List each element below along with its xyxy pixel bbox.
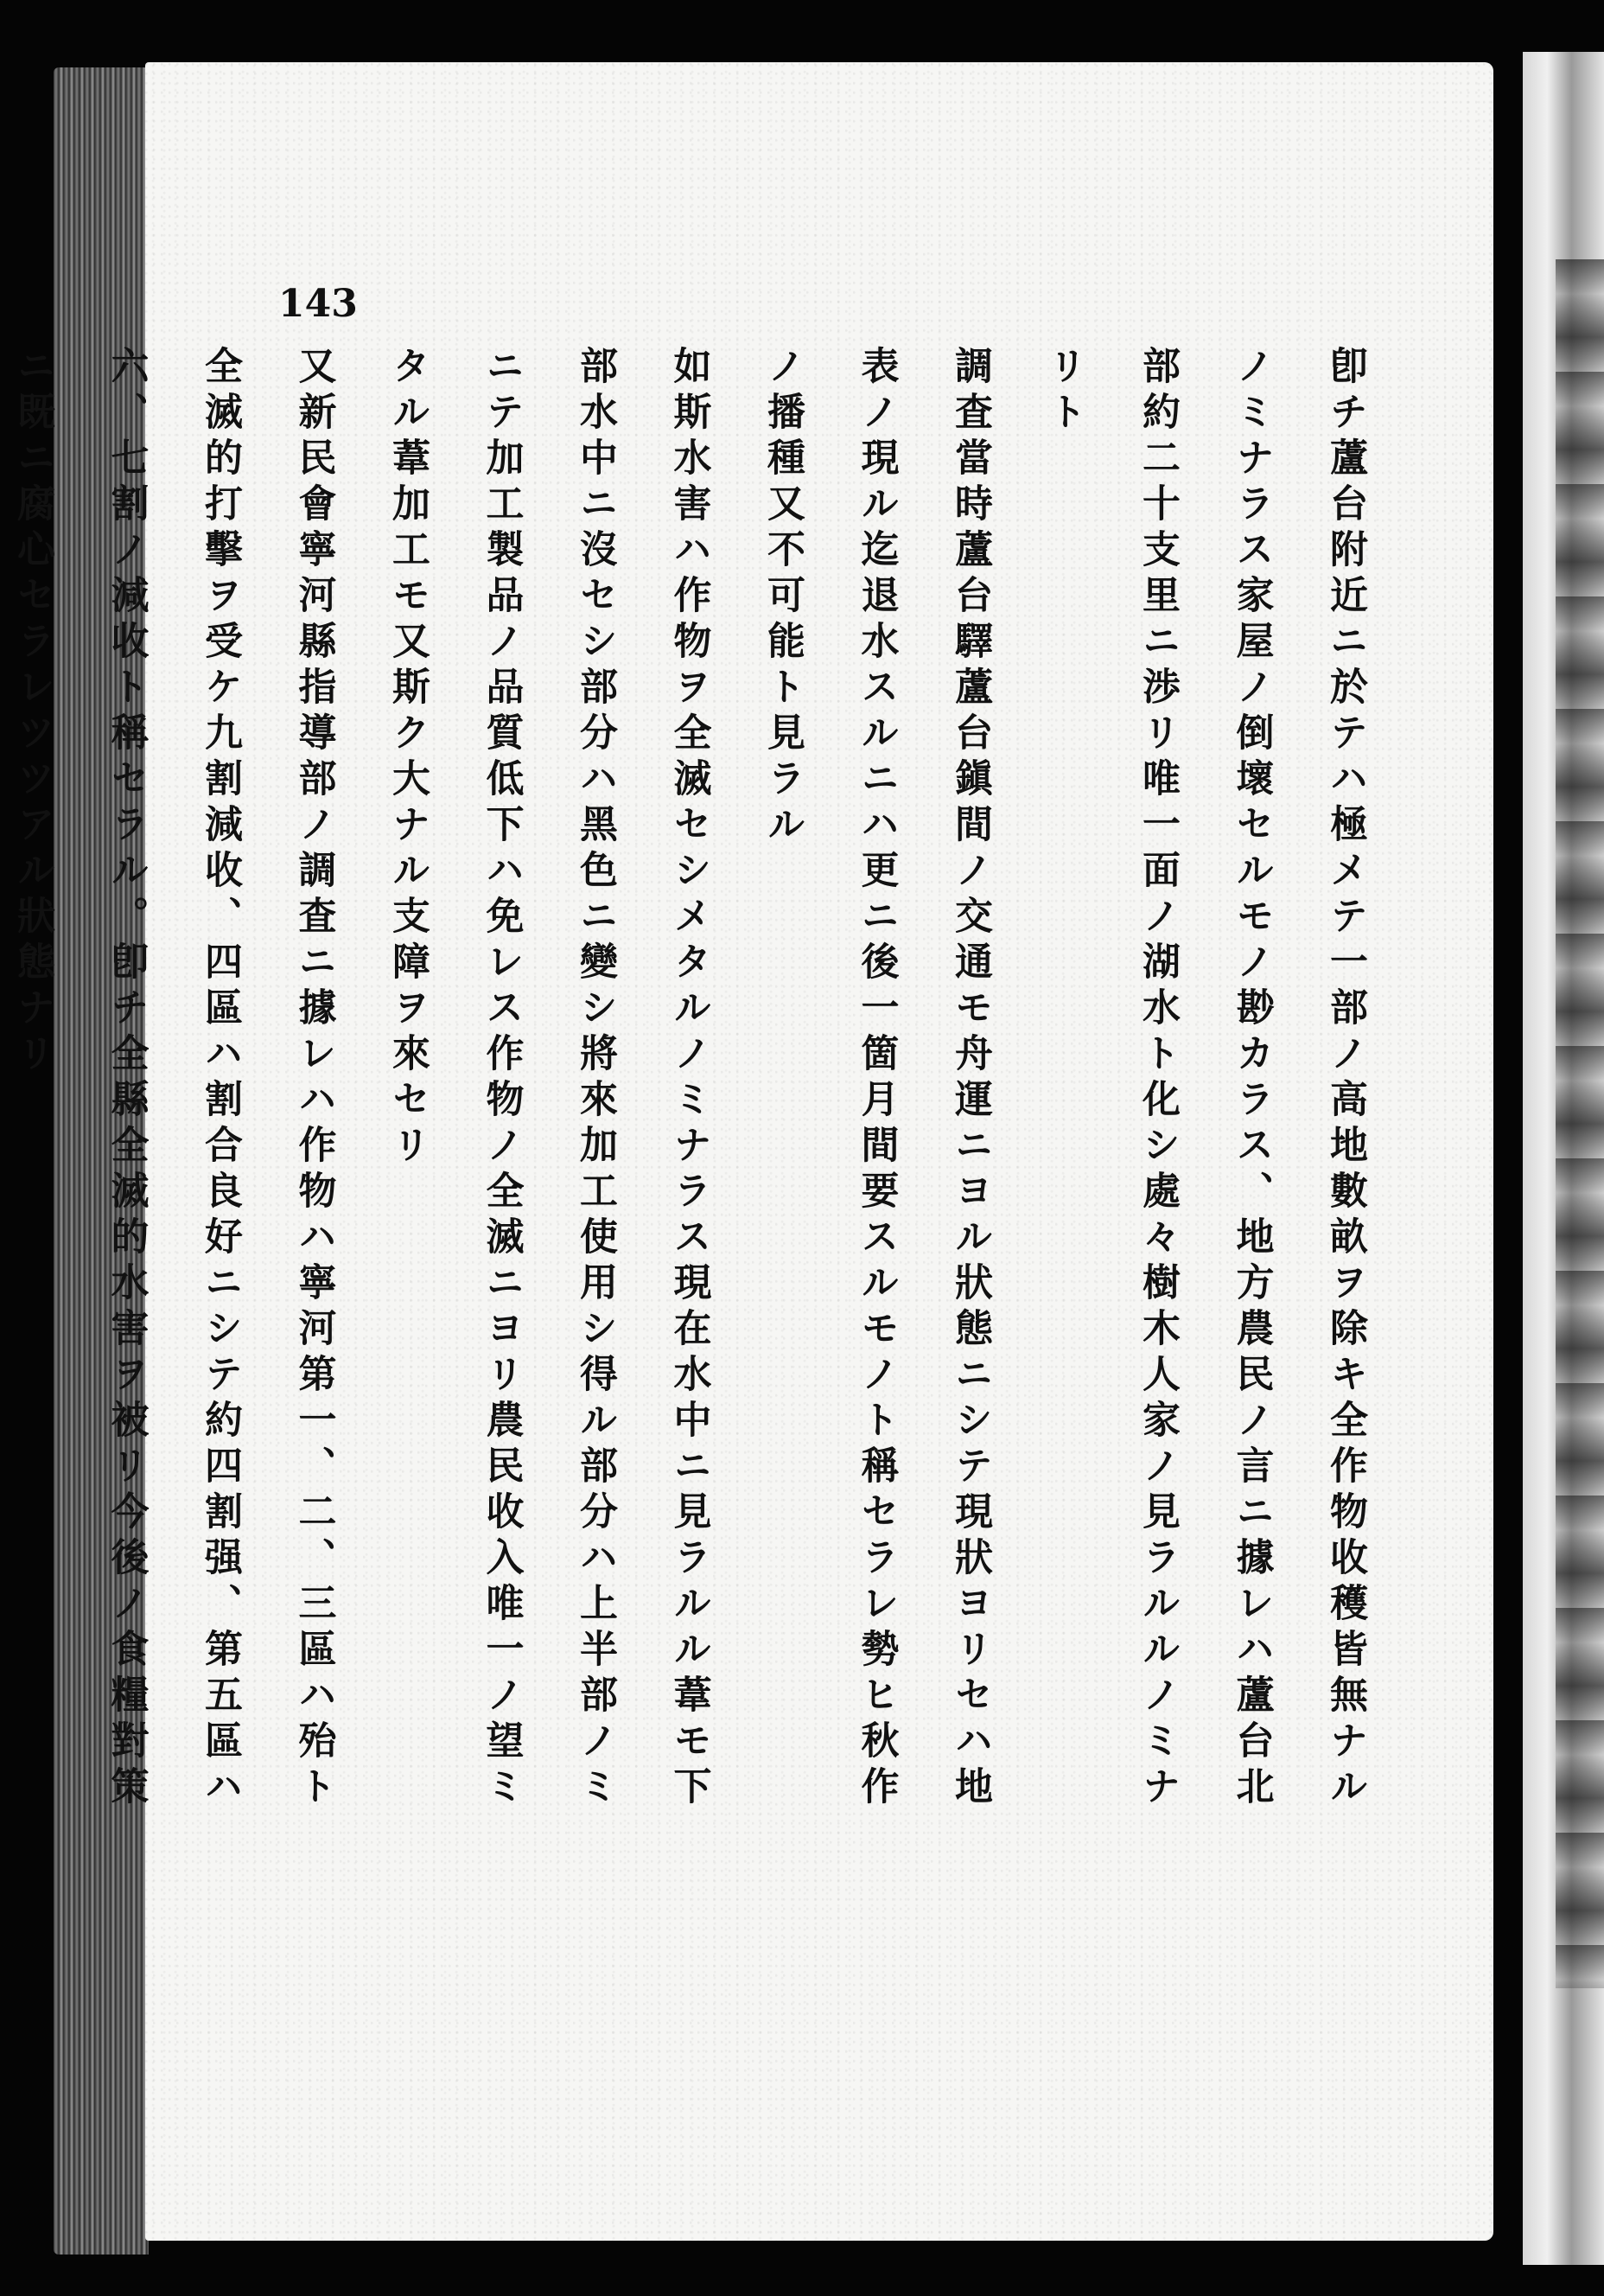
text-line-13: 全滅的打擊ヲ受ケ九割減收、四區ハ割合良好ニシテ約四割强、第五區ハ <box>198 346 242 1812</box>
text-line-15: ニ既ニ腐心セラレツツアル狀態ナリ <box>10 346 54 1079</box>
text-line-10: ニテ加工製品ノ品質低下ハ免レス作物ノ全滅ニヨリ農民收入唯一ノ望ミ <box>479 346 524 1812</box>
text-line-8: 如斯水害ハ作物ヲ全滅セシメタルノミナラス現在水中ニ見ラルル葦モ下 <box>666 346 711 1812</box>
text-line-11: タル葦加工モ又斯ク大ナル支障ヲ來セリ <box>385 346 430 1170</box>
text-line-4: リト <box>1041 346 1086 437</box>
vertical-text-block <box>0 346 1391 2204</box>
text-line-3: 部約二十支里ニ渉リ唯一面ノ湖水ト化シ處々樹木人家ノ見ラルルノミナ <box>1136 346 1180 1812</box>
text-line-12: 又新民會寧河縣指導部ノ調査ニ據レハ作物ハ寧河第一、二、三區ハ殆ト <box>291 346 336 1812</box>
text-line-2: ノミナラス家屋ノ倒壞セルモノ尠カラス、地方農民ノ言ニ據レハ蘆台北 <box>1229 346 1274 1812</box>
text-line-14: 六、七割ノ減收ト稱セラル。卽チ全縣全滅的水害ヲ被リ今後ノ食糧對策 <box>104 346 149 1812</box>
text-line-9: 部水中ニ沒セシ部分ハ黑色ニ變シ將來加工使用シ得ル部分ハ上半部ノミ <box>573 346 617 1812</box>
page-number: 143 <box>278 282 358 326</box>
text-line-7: ノ播種又不可能ト見ラル <box>761 346 805 850</box>
text-line-6: 表ノ現ル迄退水スルニハ更ニ後一箇月間要スルモノト稱セラレ勢ヒ秋作 <box>854 346 899 1812</box>
adjacent-page-shadow <box>1556 259 1604 1988</box>
text-line-1: 卽チ蘆台附近ニ於テハ極メテ一部ノ高地數畝ヲ除キ全作物收穫皆無ナル <box>1323 346 1367 1812</box>
text-line-5: 調査當時蘆台驛蘆台鎭間ノ交通モ舟運ニヨル狀態ニシテ現狀ヨリセハ地 <box>948 346 992 1812</box>
